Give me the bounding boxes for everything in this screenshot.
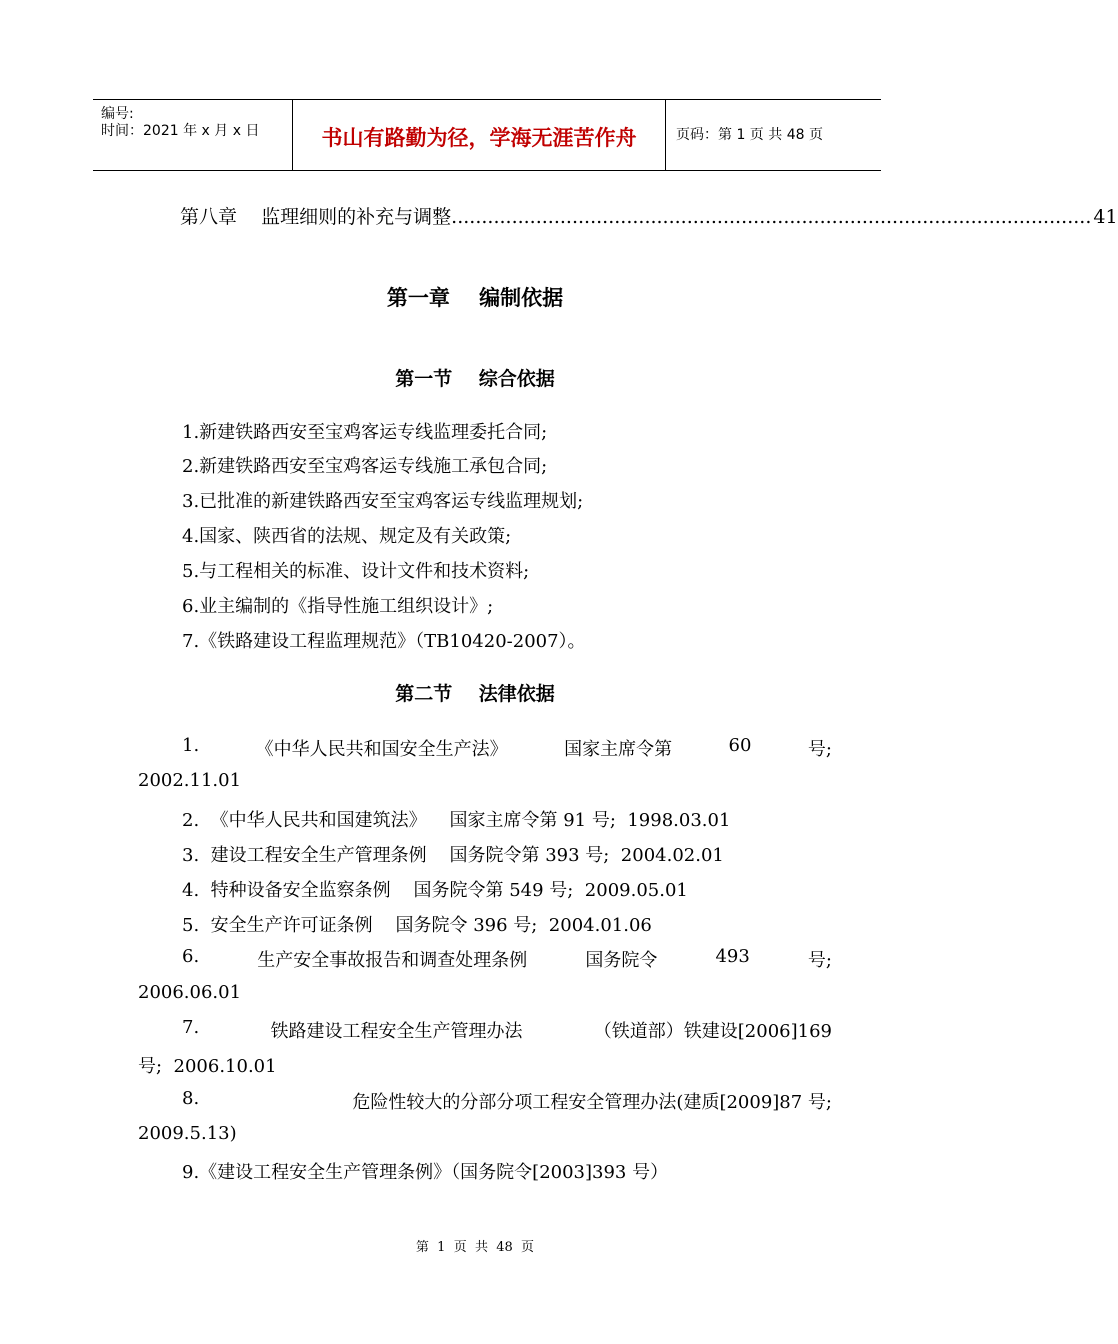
order-number: 493 bbox=[715, 946, 750, 967]
chapter-title: 第一章 编制依据 bbox=[386, 286, 564, 310]
toc-leader: .......................................................................................................... bbox=[451, 206, 1092, 228]
list-item bbox=[182, 946, 832, 972]
list-item-continuation: 2009.5.13) bbox=[138, 1123, 237, 1144]
list-item bbox=[182, 1017, 832, 1043]
number-label: 编号: bbox=[101, 106, 134, 122]
law-title: 《中华人民共和国安全生产法》 bbox=[255, 739, 508, 760]
law-title: 危险性较大的分部分项工程安全管理办法(建质[2009]87 号; bbox=[352, 1092, 832, 1113]
list-item: 7.《铁路建设工程监理规范》（TB10420-2007）。 bbox=[182, 631, 586, 652]
item-number: 6. bbox=[182, 946, 200, 967]
toc-page: 41 bbox=[1093, 206, 1118, 228]
list-item: 4.国家、陕西省的法规、规定及有关政策; bbox=[182, 526, 512, 547]
list-item: 5. 安全生产许可证条例 国务院令 396 号; 2004.01.06 bbox=[182, 915, 652, 936]
list-item-continuation: 号; 2006.10.01 bbox=[138, 1056, 277, 1077]
list-item: 3.已批准的新建铁路西安至宝鸡客运专线监理规划; bbox=[182, 491, 584, 512]
section1-title: 第一节 综合依据 bbox=[395, 368, 555, 390]
law-title: 铁路建设工程安全生产管理办法 bbox=[270, 1021, 523, 1042]
law-title: 生产安全事故报告和调查处理条例 bbox=[257, 950, 528, 971]
list-item: 6.业主编制的《指导性施工组织设计》; bbox=[182, 596, 494, 617]
document-header bbox=[93, 99, 881, 171]
toc-entry bbox=[180, 200, 1118, 234]
list-item: 1.新建铁路西安至宝鸡客运专线监理委托合同; bbox=[182, 422, 548, 443]
list-item bbox=[182, 1088, 832, 1114]
order-suffix: 号; bbox=[807, 739, 832, 760]
order-suffix: 号; bbox=[807, 950, 832, 971]
page-footer: 第 1 页 共 48 页 bbox=[415, 1240, 535, 1255]
list-item: 5.与工程相关的标准、设计文件和技术资料; bbox=[182, 561, 530, 582]
issuer: 国务院令 bbox=[585, 950, 658, 971]
list-item bbox=[182, 735, 832, 761]
list-item: 3. 建设工程安全生产管理条例 国务院令第 393 号; 2004.02.01 bbox=[182, 845, 724, 866]
item-number: 8. bbox=[182, 1088, 200, 1109]
issuer: （铁道部）铁建设[2006]169 bbox=[593, 1021, 832, 1042]
list-item: 2. 《中华人民共和国建筑法》 国家主席令第 91 号; 1998.03.01 bbox=[182, 810, 731, 831]
order-number: 60 bbox=[728, 735, 752, 756]
list-item-continuation: 2002.11.01 bbox=[138, 770, 242, 791]
list-item: 9.《建设工程安全生产管理条例》（国务院令[2003]393 号） bbox=[182, 1162, 669, 1183]
header-info-cell bbox=[93, 100, 293, 170]
time-label: 时间：2021 年 x 月 x 日 bbox=[101, 123, 260, 139]
list-item: 2.新建铁路西安至宝鸡客运专线施工承包合同; bbox=[182, 456, 548, 477]
list-item-continuation: 2006.06.01 bbox=[138, 982, 242, 1003]
item-number: 1. bbox=[182, 735, 200, 756]
header-page-cell bbox=[666, 100, 881, 170]
issuer: 国家主席令第 bbox=[564, 739, 673, 760]
section2-title: 第二节 法律依据 bbox=[395, 683, 555, 705]
motto: 书山有路勤为径，学海无涯苦作舟 bbox=[321, 126, 637, 150]
toc-chapter: 第八章 监理细则的补充与调整 bbox=[180, 206, 452, 228]
page-code: 页码：第 1 页 共 48 页 bbox=[676, 127, 823, 143]
item-number: 7. bbox=[182, 1017, 200, 1038]
list-item: 4. 特种设备安全监察条例 国务院令第 549 号; 2009.05.01 bbox=[182, 880, 688, 901]
header-motto-cell bbox=[293, 100, 666, 170]
